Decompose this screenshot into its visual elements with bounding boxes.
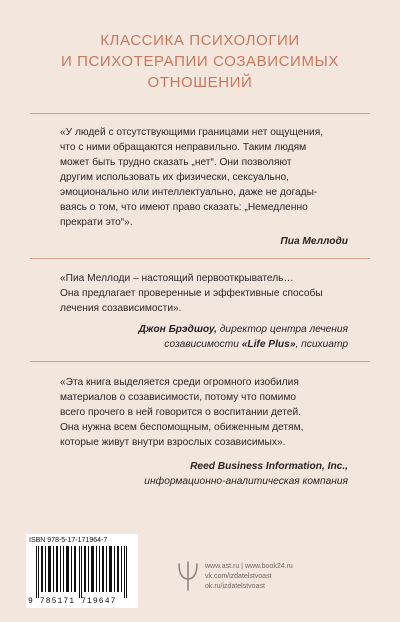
publisher-link[interactable]: ok.ru/izdatelstvoast — [205, 583, 265, 590]
quote-1-line: что с ними обращаются неправильно. Таким людям — [60, 142, 307, 153]
publisher-psi-logo-icon — [176, 560, 200, 592]
divider-1 — [30, 258, 370, 259]
quote-3-line: материалов о созависимости, потому что помимо — [60, 392, 297, 403]
quote-1-line: эмоционально или интеллектуально, даже не догады- — [60, 187, 318, 198]
quote-2-org: «Life Plus» — [241, 339, 296, 350]
quote-2-attribution — [139, 322, 348, 352]
tagline-line-1: КЛАССИКА ПСИХОЛОГИИ — [100, 32, 300, 49]
quote-2-line: «Пиа Меллоди – настоящий первооткрыватель… — [60, 273, 294, 284]
publisher-link[interactable]: vk.com/izdatelstvoast — [205, 573, 272, 580]
quote-2-author-role: директор центра лечения — [216, 324, 348, 335]
quote-3-line: Она нужна всем беспомощным, обиженным детям, — [60, 422, 304, 433]
quote-1-line: ваясь о том, что имеют право сказать: „Немедленно — [60, 202, 308, 213]
barcode-digits: 9 785171 719647 — [28, 597, 117, 606]
quote-1-line: прекрати это“». — [60, 217, 133, 228]
quote-2-author: Джон Брэдшоу, — [138, 324, 217, 335]
quote-1-line: другим использовать их физически, сексуально, — [60, 172, 289, 183]
quote-1-author: Пиа Меллоди — [280, 236, 348, 247]
divider-2 — [30, 361, 370, 362]
isbn-barcode-block — [26, 534, 138, 608]
quote-3-line: которые живут внутри взрослых созависимых». — [60, 437, 286, 448]
publisher-links — [205, 562, 293, 592]
quote-2-role-c: , психиатр — [295, 339, 348, 350]
quote-2 — [60, 271, 360, 316]
divider-top — [30, 113, 370, 114]
publisher-link[interactable]: www.ast.ru | www.book24.ru — [205, 563, 293, 570]
quote-3-line: «Эта книга выделяется среди огромного изобилия — [60, 377, 299, 388]
tagline-line-2: И ПСИХОТЕРАПИИ СОЗАВИСИМЫХ — [60, 53, 340, 70]
tagline-line-3: ОТНОШЕНИЙ — [147, 74, 253, 91]
quote-3-author: Reed Business Information, Inc., — [190, 461, 348, 472]
barcode-icon — [30, 546, 134, 598]
quote-3-author-role: информационно-аналитическая компания — [144, 476, 348, 487]
quote-2-line: лечения созависимости». — [60, 303, 182, 314]
quote-3-line: всего прочего в ней говорится о воспитании детей. — [60, 407, 301, 418]
quote-1-line: «У людей с отсутствующими границами нет ощущения, — [60, 127, 324, 138]
quote-3 — [60, 375, 360, 450]
quote-1-line: может быть трудно сказать „нет“. Они позволяют — [60, 157, 292, 168]
quote-1-attribution — [280, 234, 348, 249]
book-tagline — [0, 30, 400, 93]
quote-2-line: Она предлагает проверенные и эффективные способы — [60, 288, 323, 299]
quote-3-attribution — [144, 459, 348, 489]
isbn-label: ISBN 978-5-17-171964-7 — [29, 537, 108, 544]
quote-2-role-a: созависимости — [164, 339, 242, 350]
quote-1 — [60, 125, 360, 230]
